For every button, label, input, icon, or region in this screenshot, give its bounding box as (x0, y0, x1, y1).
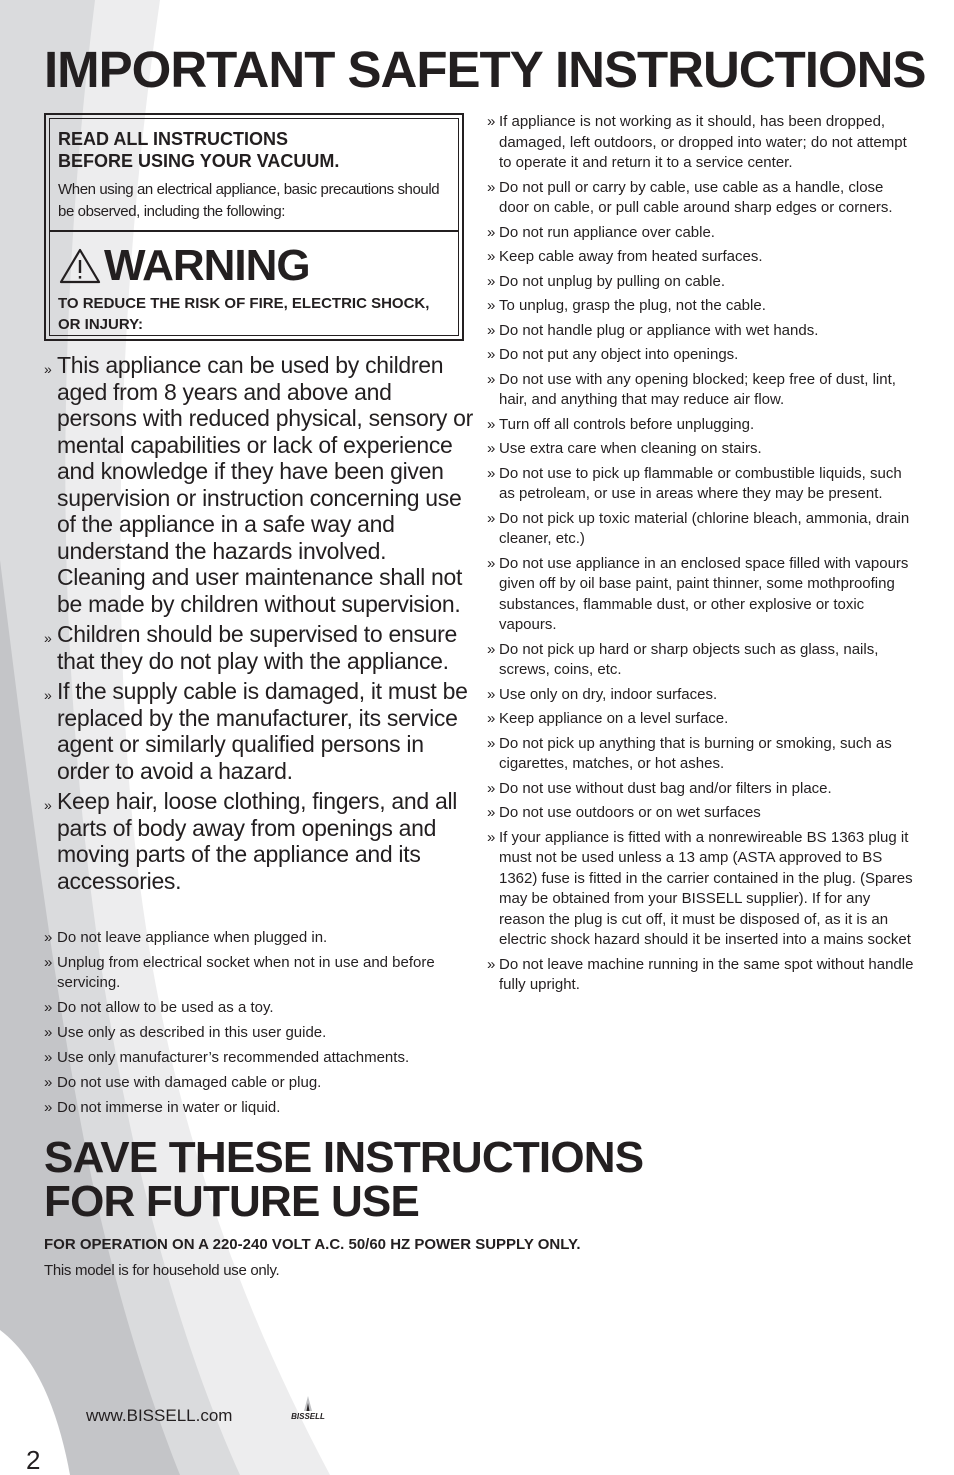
list-item (487, 112, 917, 174)
list-item (44, 352, 474, 617)
list-item (44, 1023, 474, 1043)
list-item-text: Do not handle plug or appliance with wet hands. (499, 321, 819, 339)
save-heading-line-2: FOR FUTURE USE (44, 1177, 420, 1226)
list-item-text: Keep cable away from heated surfaces. (499, 248, 763, 265)
list-item-text: Do not run appliance over cable. (499, 223, 715, 241)
list-item (487, 439, 917, 460)
list-item (487, 223, 917, 244)
save-instructions-heading (44, 1133, 764, 1226)
list-item-text: Do not use without dust bag and/or filters in place. (499, 779, 832, 797)
bullet-mark: » (487, 113, 496, 130)
warning-label: WARNING (104, 241, 310, 290)
bullet-mark: » (487, 440, 496, 457)
list-item (487, 685, 917, 706)
page-title: IMPORTANT SAFETY INSTRUCTIONS (44, 41, 926, 98)
bullet-mark: » (487, 804, 496, 821)
list-item-text: If the supply cable is damaged, it must be replaced by the manufacturer, its service agent or similarly qualified persons in order to avoid a hazard. (57, 678, 468, 784)
list-item (487, 955, 917, 996)
list-item-text: To unplug, grasp the plug, not the cable. (499, 297, 766, 314)
bullet-mark: » (487, 640, 496, 658)
list-item-text: Do not immerse in water or liquid. (57, 1099, 281, 1116)
warning-subtitle: TO REDUCE THE RISK OF FIRE, ELECTRIC SHOCK, OR INJURY: (58, 295, 430, 333)
list-item-text: Do not pull or carry by cable, use cable as a handle, close door on cable, or pull cable around sharp edges or corners. (499, 178, 893, 216)
warning-heading (58, 236, 310, 296)
bullet-mark: » (487, 178, 496, 196)
bullet-mark: » (487, 248, 496, 265)
list-item-text: This appliance can be used by children aged from 8 years and above and persons with reduced physical, sensory or mental capabilities or lack of experience and knowledge if they have been given supervision or instruction concerning use of the appliance in a safe way and understand the hazards involved. Cleaning and user maintenance shall not be made by children without supervision. (57, 352, 473, 617)
read-heading-line-1: READ ALL INSTRUCTIONS (58, 129, 289, 149)
list-item-text: If your appliance is fitted with a nonrewireable BS 1363 plug it must not be used unless a 13 amp (ASTA approved to BS 1362) fuse is fitted in the carrier contained in the plug. (Spares may be obtained from your BISSELL supplier). If for any reason the plug is cut off, it must be disposed of, as it is an electric shock hazard should it be inserted into a mains socket (499, 828, 913, 948)
bullet-mark: » (487, 710, 496, 727)
list-item (487, 178, 917, 219)
bullet-mark: » (487, 955, 496, 973)
list-item (487, 509, 917, 550)
bullet-mark: » (44, 630, 52, 646)
bullet-mark: » (44, 797, 52, 813)
list-item-text: Do not use appliance in an enclosed space filled with vapours given off by oil base paint, paint thinner, some mothproofing substances, flammable dust, or other explosive or toxic vapours. (499, 554, 909, 633)
list-item-text: Do not leave appliance when plugged in. (57, 929, 328, 946)
bullet-mark: » (44, 1074, 53, 1091)
list-item-text: Do not leave machine running in the same spot without handle fully upright. (499, 955, 914, 993)
list-item-text: Use only manufacturer’s recommended attachments. (57, 1049, 410, 1066)
list-item (44, 998, 474, 1018)
list-item (487, 779, 917, 800)
list-item (487, 554, 917, 636)
bullet-mark: » (487, 734, 496, 752)
list-item-text: Do not use to pick up flammable or combustible liquids, such as petroleam, or use in areas where they may be present. (499, 464, 902, 502)
precautions-intro: When using an electrical appliance, basic precautions should be observed, including the following: (58, 181, 440, 220)
bullet-mark: » (44, 1099, 53, 1116)
list-item-text: Do not put any object into openings. (499, 346, 739, 363)
bullet-mark: » (487, 509, 496, 527)
bullet-mark: » (487, 554, 496, 572)
list-item-text: Use only as described in this user guide. (57, 1024, 327, 1041)
bullet-mark: » (44, 1024, 53, 1041)
logo-text: BISSELL (291, 1412, 325, 1421)
bullet-mark: » (487, 779, 496, 797)
bullet-mark: » (487, 223, 496, 241)
list-item (487, 345, 917, 366)
bullet-mark: » (44, 929, 53, 946)
box-divider (50, 230, 458, 232)
secondary-warnings-list (44, 928, 474, 1123)
power-supply-note: FOR OPERATION ON A 220-240 VOLT A.C. 50/60 HZ POWER SUPPLY ONLY. (44, 1236, 581, 1253)
list-item (487, 464, 917, 505)
bullet-mark: » (44, 1049, 53, 1066)
warning-triangle-icon (58, 247, 102, 285)
bullet-mark: » (487, 321, 496, 339)
primary-warnings-list (44, 352, 474, 898)
right-column-warnings-list (487, 112, 917, 1000)
list-item (487, 640, 917, 681)
list-item-text: Children should be supervised to ensure that they do not play with the appliance. (57, 621, 457, 674)
read-box-inner-border (49, 118, 459, 336)
list-item (487, 321, 917, 342)
list-item-text: Do not unplug by pulling on cable. (499, 272, 725, 290)
bullet-mark: » (44, 999, 53, 1016)
household-use-note: This model is for household use only. (44, 1262, 280, 1279)
bullet-mark: » (487, 346, 496, 363)
list-item-text: Keep appliance on a level surface. (499, 710, 729, 727)
list-item (44, 1048, 474, 1068)
bullet-mark: » (487, 370, 496, 388)
list-item-text: Unplug from electrical socket when not in use and before servicing. (57, 954, 435, 991)
list-item-text: Use only on dry, indoor surfaces. (499, 685, 718, 703)
list-item-text: Do not pick up anything that is burning or smoking, such as cigarettes, matches, or hot ashes. (499, 734, 892, 772)
list-item (44, 928, 474, 948)
list-item-text: Keep hair, loose clothing, fingers, and all parts of body away from openings and moving parts of the appliance and its accessories. (57, 788, 458, 894)
list-item (44, 953, 474, 993)
list-item-text: If appliance is not working as it should, has been dropped, damaged, left outdoors, or dropped into water; do not attempt to operate it and return it to a service center. (499, 113, 907, 171)
list-item (44, 1098, 474, 1118)
list-item-text: Do not pick up hard or sharp objects such as glass, nails, screws, coins, etc. (499, 640, 879, 678)
bullet-mark: » (487, 297, 496, 314)
list-item-text: Turn off all controls before unplugging. (499, 415, 755, 433)
list-item (487, 370, 917, 411)
list-item-text: Do not pick up toxic material (chlorine bleach, ammonia, drain cleaner, etc.) (499, 509, 910, 547)
list-item (44, 621, 474, 674)
bullet-mark: » (487, 464, 496, 482)
read-instructions-box (44, 113, 464, 341)
list-item (44, 1073, 474, 1093)
list-item (487, 734, 917, 775)
list-item (44, 678, 474, 784)
list-item (487, 296, 917, 317)
save-heading-line-1: SAVE THESE INSTRUCTIONS (44, 1133, 644, 1182)
list-item-text: Do not use with any opening blocked; keep free of dust, lint, hair, and anything that may reduce air flow. (499, 370, 896, 408)
bullet-mark: » (44, 361, 52, 377)
bissell-logo-icon (284, 1394, 332, 1424)
list-item-text: Do not allow to be used as a toy. (57, 999, 274, 1016)
bullet-mark: » (487, 685, 496, 703)
list-item (487, 709, 917, 730)
list-item (487, 828, 917, 951)
page-number: 2 (26, 1445, 41, 1475)
bullet-mark: » (44, 954, 53, 971)
bullet-mark: » (487, 272, 496, 290)
list-item (487, 803, 917, 824)
list-item-text: Do not use with damaged cable or plug. (57, 1074, 322, 1091)
list-item (487, 247, 917, 268)
list-item (487, 272, 917, 293)
read-instructions-heading (58, 128, 448, 172)
list-item (487, 415, 917, 436)
website-link[interactable]: www.BISSELL.com (86, 1406, 233, 1425)
bullet-mark: » (487, 415, 496, 433)
list-item-text: Use extra care when cleaning on stairs. (499, 440, 762, 457)
bullet-mark: » (44, 687, 52, 703)
bullet-mark: » (487, 828, 496, 846)
read-heading-line-2: BEFORE USING YOUR VACUUM. (58, 151, 340, 171)
list-item (44, 788, 474, 894)
list-item-text: Do not use outdoors or on wet surfaces (499, 804, 761, 821)
